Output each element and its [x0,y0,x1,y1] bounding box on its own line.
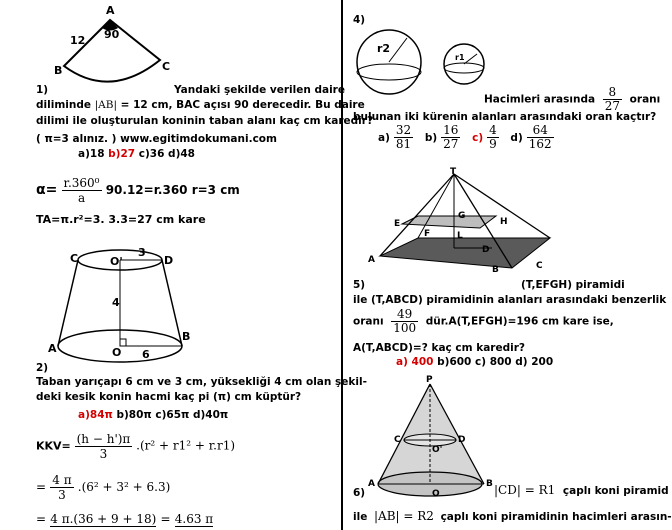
point-P-label: P [426,375,433,385]
q4-choice-c[interactable]: c) $\frac{4}{9}$ [472,123,497,151]
q1-solution-line2: TA=π.r²=3. 3.3=27 cm kare [36,213,206,226]
q1-choice-c[interactable]: c)36 [138,148,165,160]
point-T-label: T [450,167,457,177]
radius-r2-label: r2 [377,42,391,55]
q2-line2: deki kesik konin hacmi kaç pi (π) cm küptür? [36,391,302,403]
point-O-prime-label: O' [110,255,123,268]
point-C-label: C [162,60,171,73]
point-A-label: A [106,4,115,17]
q6-line2: ile |AB| = R2 çaplı koni piramidinin hacimleri arasın- [353,509,672,523]
point-D-label: D [482,245,490,255]
q2-choice-d[interactable]: d)40π [192,409,229,421]
q5-choice-a[interactable]: a) 400 [396,356,434,368]
q4-choice-a[interactable]: a) $\frac{32}{81}$ [378,123,412,151]
q5-choices [396,356,553,369]
point-O-label: O [112,346,122,359]
point-A-label: A [48,342,57,355]
q2-number: 2) [36,362,49,374]
point-A-label: A [368,479,375,489]
point-L-label: L [457,231,463,241]
q1-choice-a[interactable]: a)18 [78,148,105,160]
q1-line1: Yandaki şekilde verilen daire [174,84,345,96]
q1-line4: ( π=3 alınız. ) www.egitimdokumani.com [36,133,277,145]
q1-line2: diliminde |AB| = 12 cm, BAC açısı 90 derecedir. Bu daire [36,99,365,111]
q2-choices [78,409,228,422]
bottom-radius-label: 6 [142,348,150,361]
q5-choice-d[interactable]: d) 200 [515,356,554,368]
radius-r1-label: r1 [455,53,465,62]
q1-choice-b[interactable]: b)27 [108,148,136,160]
q5-number: 5) [353,279,366,291]
q5-line2: ile (T,ABCD) piramidinin alanları arasındaki benzerlik [353,294,667,306]
cones-figure [368,372,498,500]
point-C-label: C [394,435,401,445]
side-length-label: 12 [70,34,86,47]
spheres-figure [355,28,495,100]
point-B-label: B [486,479,493,489]
q4-choice-d[interactable]: d) $\frac{64}{162}$ [510,123,552,151]
q2-choice-b[interactable]: b)80π [116,409,152,421]
q5-line1: (T,EFGH) piramidi [521,279,625,291]
q6-number: 6) [353,487,366,499]
column-divider [341,0,343,530]
q1-choices [78,148,195,161]
point-D-label: D [458,435,466,445]
point-C-label: C [536,261,543,271]
height-label: 4 [112,296,120,309]
q4-choices [378,124,554,151]
q1-choice-d[interactable]: d)48 [168,148,195,160]
point-G-label: G [458,211,466,221]
q1-line3: dilimi ile oluşturulan koninin taban alanı kaç cm karedir? [36,115,374,127]
point-B-label: B [492,265,499,275]
q5-choice-c[interactable]: c) 800 [475,356,512,368]
sector-figure [40,0,190,80]
point-B-label: B [54,64,63,77]
point-C-label: C [70,252,79,265]
point-E-label: E [394,219,401,229]
q1-number: 1) [36,84,49,96]
frustum-figure [46,244,191,369]
q6-line1: |CD| = R1 çaplı koni piramid [494,483,669,497]
point-O-label: O [432,489,440,499]
pyramid-figure [362,168,562,276]
top-radius-label: 3 [138,246,146,259]
q4-line2: bulunan iki kürenin alanları arasındaki oran kaçtır? [353,111,657,123]
point-D-label: D [164,254,174,267]
q5-choice-b[interactable]: b)600 [437,356,472,368]
q2-solution-line3: = 4 π.(36 + 9 + 18) = 4.63 π [36,512,214,526]
q5-line4: A(T,ABCD)=? kaç cm karedir? [353,342,525,354]
q4-choice-b[interactable]: b) $\frac{16}{27}$ [424,123,459,151]
q2-choice-a[interactable]: a)84π [78,409,113,421]
q2-choice-c[interactable]: c)65π [155,409,190,421]
q4-number: 4) [353,14,366,26]
q2-solution-line1: KKV= $\frac{(h - h')\pi}{3}$ .(r² + r1² + r.r1) [36,432,236,461]
q2-solution-line2: = $\frac{4 \pi}{3}$ .(6² + 3² + 6.3) [36,473,171,502]
q1-solution-line1: α= $\frac{\text{r.360⁰}}{a}$ 90.12=r.360 r=3 cm [36,176,240,205]
q5-line3: oranı $\frac{49}{100}$ dür.A(T,EFGH)=196 cm kare ise, [353,307,614,335]
point-B-label: B [182,330,191,343]
angle-label: 90 [104,28,120,41]
point-H-label: H [500,217,508,227]
q4-line1: Hacimleri arasında $\frac{8}{27}$ oranı [484,85,661,113]
point-O-prime-label: O' [432,445,443,455]
point-F-label: F [424,229,431,239]
point-A-label: A [368,255,375,265]
q2-line1: Taban yarıçapı 6 cm ve 3 cm, yüksekliği 4 cm olan şekil- [36,376,367,388]
